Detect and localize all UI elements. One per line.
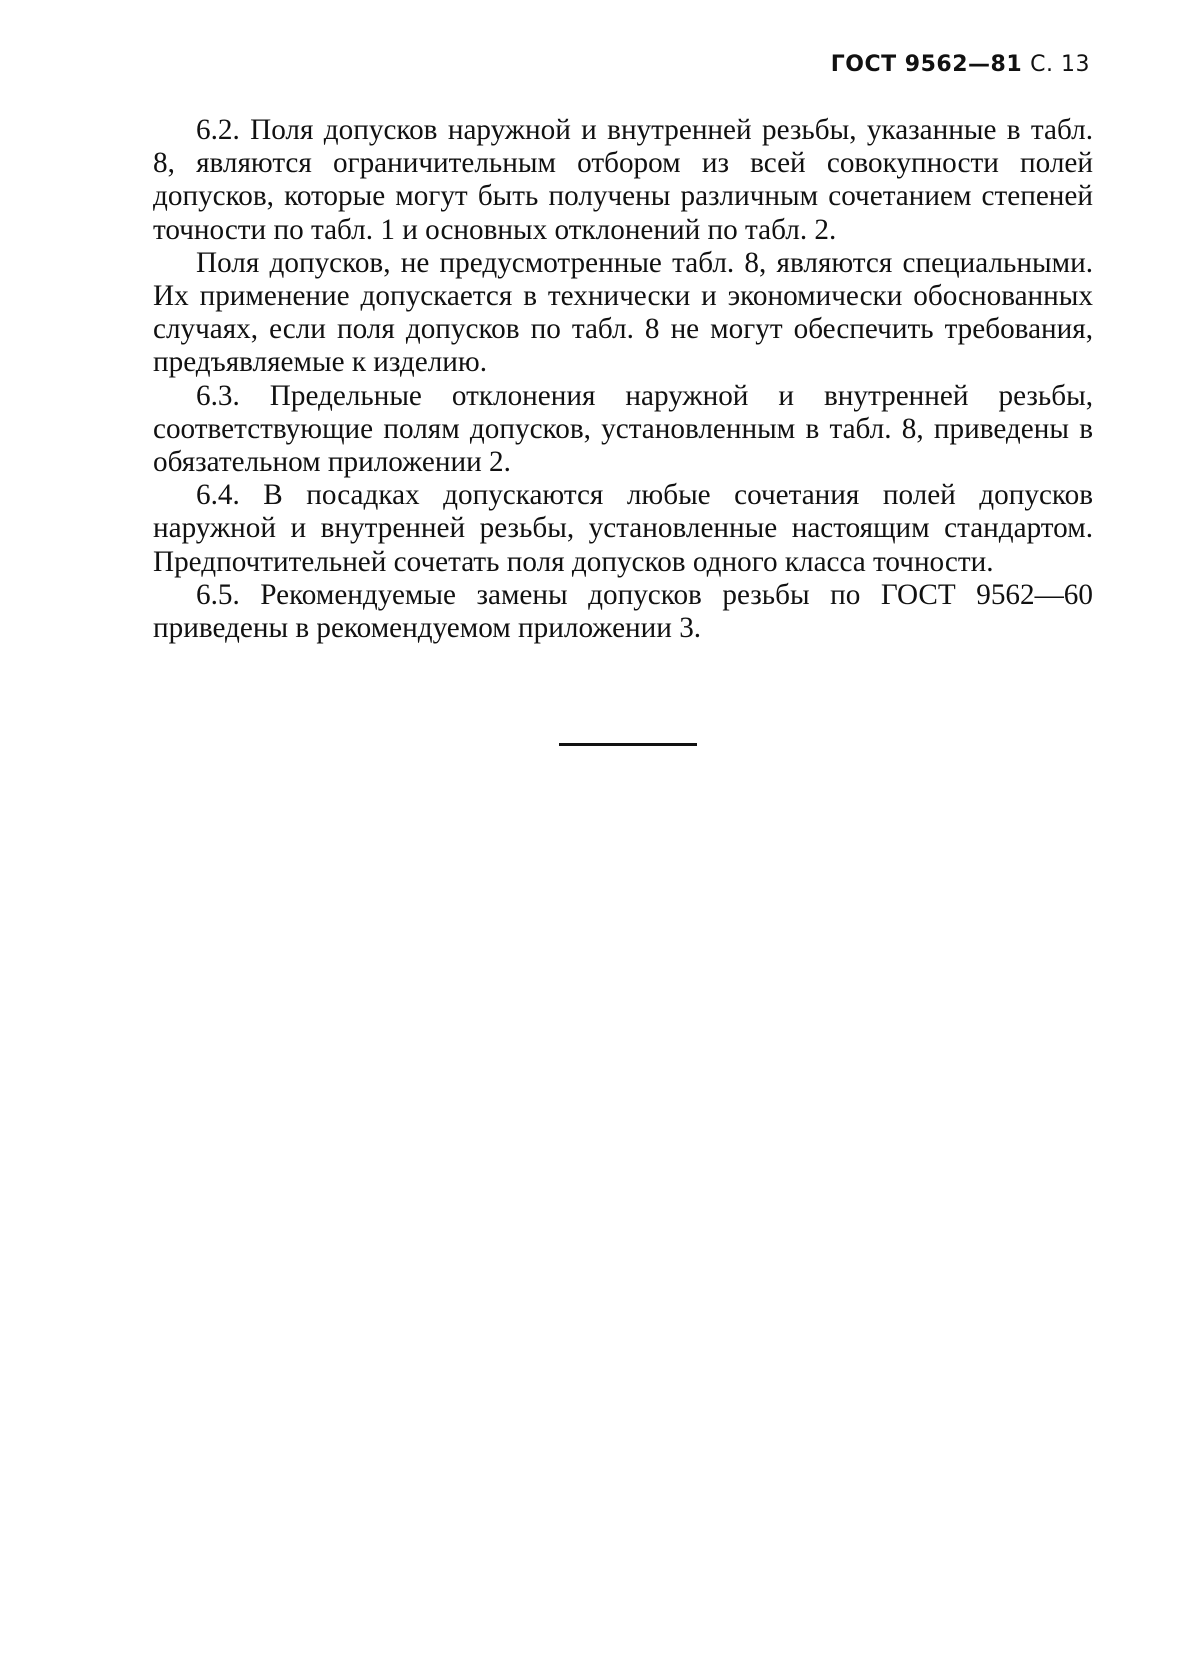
page-header: [831, 52, 1090, 77]
paragraph-6-2: 6.2. Поля допусков наружной и внутренней резьбы, указанные в табл. 8, являются ограничительным отбором из всей совокупности полей допусков, которые могут быть получены различным сочетанием степеней точности по табл. 1 и основных отклонений по табл. 2.: [153, 114, 1093, 246]
paragraph-6-4: 6.4. В посадках допускаются любые сочетания полей допусков наружной и внутренней резьбы, установленные настоящим стандартом. Предпочтительней сочетать поля допусков одного класса точности.: [153, 479, 1093, 578]
end-divider: [559, 743, 697, 746]
paragraph-6-2-special: Поля допусков, не предусмотренные табл. 8, являются специальными. Их применение допускается в технически и экономически обоснованных случаях, если поля допусков по табл. 8 не могут обеспечить требования, предъявляемые к изделию.: [153, 246, 1093, 379]
page-number: С. 13: [1030, 52, 1090, 77]
paragraph-6-3: 6.3. Предельные отклонения наружной и внутренней резьбы, соответствующие полям допусков, установленным в табл. 8, приведены в обязательном приложении 2.: [153, 379, 1093, 479]
document-body: [153, 114, 1093, 645]
standard-number: ГОСТ 9562—81: [830, 52, 1023, 77]
paragraph-6-5: 6.5. Рекомендуемые замены допусков резьбы по ГОСТ 9562—60 приведены в рекомендуемом приложении 3.: [153, 578, 1093, 645]
